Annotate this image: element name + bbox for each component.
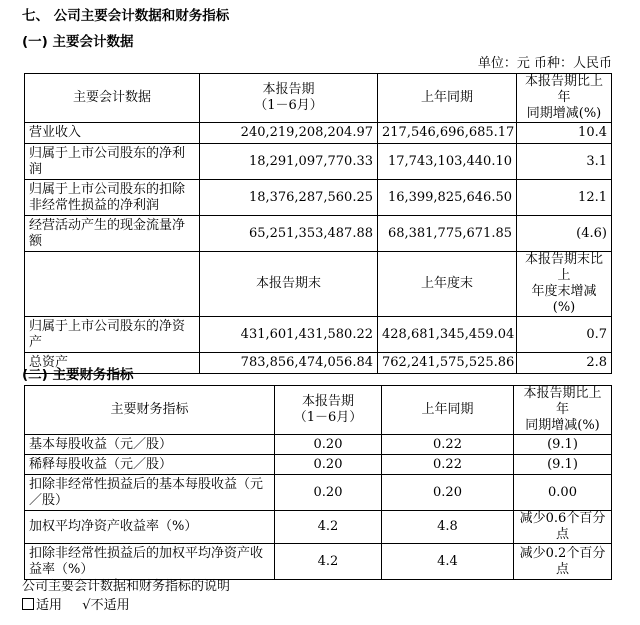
value-cell: 0.20 (275, 455, 382, 475)
table-row (25, 123, 612, 144)
row-label: 总资产 (25, 353, 200, 374)
value-cell: 10.4 (517, 123, 612, 144)
row-label: 扣除非经常性损益后的基本每股收益（元／股） (25, 475, 275, 511)
value-cell: 17,743,103,440.10 (378, 144, 517, 180)
table-header-row (25, 386, 612, 435)
value-cell: 428,681,345,459.04 (378, 317, 517, 353)
value-cell: 18,376,287,560.25 (200, 180, 378, 216)
row-label: 稀释每股收益（元／股） (25, 455, 275, 475)
header-cell (25, 252, 200, 317)
header-cell: 本报告期末比上 年度末增减(%) (517, 252, 612, 317)
header-cell: 本报告期比上年 同期增减(%) (517, 74, 612, 123)
header-cell: 本报告期 （1－6月） (200, 74, 378, 123)
header-cell: 本报告期比上年 同期增减(%) (514, 386, 612, 435)
table-row (25, 216, 612, 252)
subsection-accounting-data-title: (一) 主要会计数据 (22, 34, 134, 50)
row-label: 经营活动产生的现金流量净额 (25, 216, 200, 252)
value-cell: 12.1 (517, 180, 612, 216)
header-cell: 主要财务指标 (25, 386, 275, 435)
value-cell: 68,381,775,671.85 (378, 216, 517, 252)
row-label: 扣除非经常性损益后的加权平均净资产收益率（%） (25, 544, 275, 580)
value-cell: 783,856,474,056.84 (200, 353, 378, 374)
row-label: 营业收入 (25, 123, 200, 144)
subsection-financial-indicators-title: (二) 主要财务指标 (22, 367, 134, 383)
value-cell: 0.20 (275, 475, 382, 511)
value-cell: 65,251,353,487.88 (200, 216, 378, 252)
value-cell: 0.7 (517, 317, 612, 353)
not-applicable-label: 不适用 (90, 598, 130, 613)
applicable-label: 适用 (36, 598, 63, 613)
table-header-row (25, 74, 612, 123)
section-title: 七、 公司主要会计数据和财务指标 (22, 8, 230, 24)
value-cell: 0.20 (382, 475, 514, 511)
value-cell: (9.1) (514, 435, 612, 455)
checkmark-icon: √ (82, 598, 91, 613)
value-cell: 240,219,208,204.97 (200, 123, 378, 144)
table-row (25, 144, 612, 180)
value-cell: (4.6) (517, 216, 612, 252)
table-row (25, 475, 612, 511)
header-cell: 主要会计数据 (25, 74, 200, 123)
unit-currency-line: 单位：元 币种：人民币 (477, 56, 612, 71)
value-cell: 2.8 (517, 353, 612, 374)
value-cell: 0.22 (382, 435, 514, 455)
header-cell: 本报告期 （1－6月） (275, 386, 382, 435)
accounting-data-table (24, 73, 612, 374)
explanation-title: 公司主要会计数据和财务指标的说明 (22, 579, 231, 594)
value-cell: 0.20 (275, 435, 382, 455)
value-cell: 减少0.2个百分点 (514, 544, 612, 580)
row-label: 归属于上市公司股东的净利润 (25, 144, 200, 180)
value-cell: 18,291,097,770.33 (200, 144, 378, 180)
value-cell: (9.1) (514, 455, 612, 475)
value-cell: 0.22 (382, 455, 514, 475)
value-cell: 4.4 (382, 544, 514, 580)
financial-indicators-table (24, 385, 612, 580)
table-row (25, 180, 612, 216)
value-cell: 217,546,696,685.17 (378, 123, 517, 144)
value-cell: 4.8 (382, 511, 514, 544)
table-subheader-row (25, 252, 612, 317)
value-cell: 减少0.6个百分点 (514, 511, 612, 544)
header-cell: 本报告期末 (200, 252, 378, 317)
table-row (25, 511, 612, 544)
table-row (25, 455, 612, 475)
table-row (25, 435, 612, 455)
applicability-options (22, 594, 130, 613)
row-label: 基本每股收益（元／股） (25, 435, 275, 455)
value-cell: 16,399,825,646.50 (378, 180, 517, 216)
value-cell: 3.1 (517, 144, 612, 180)
row-label: 归属于上市公司股东的净资产 (25, 317, 200, 353)
row-label: 归属于上市公司股东的扣除非经常性损益的净利润 (25, 180, 200, 216)
value-cell: 0.00 (514, 475, 612, 511)
header-cell: 上年度末 (378, 252, 517, 317)
table-row (25, 317, 612, 353)
value-cell: 4.2 (275, 511, 382, 544)
value-cell: 762,241,575,525.86 (378, 353, 517, 374)
header-cell: 上年同期 (382, 386, 514, 435)
applicable-checkbox[interactable] (22, 598, 34, 610)
row-label: 加权平均净资产收益率（%） (25, 511, 275, 544)
header-cell: 上年同期 (378, 74, 517, 123)
value-cell: 431,601,431,580.22 (200, 317, 378, 353)
value-cell: 4.2 (275, 544, 382, 580)
